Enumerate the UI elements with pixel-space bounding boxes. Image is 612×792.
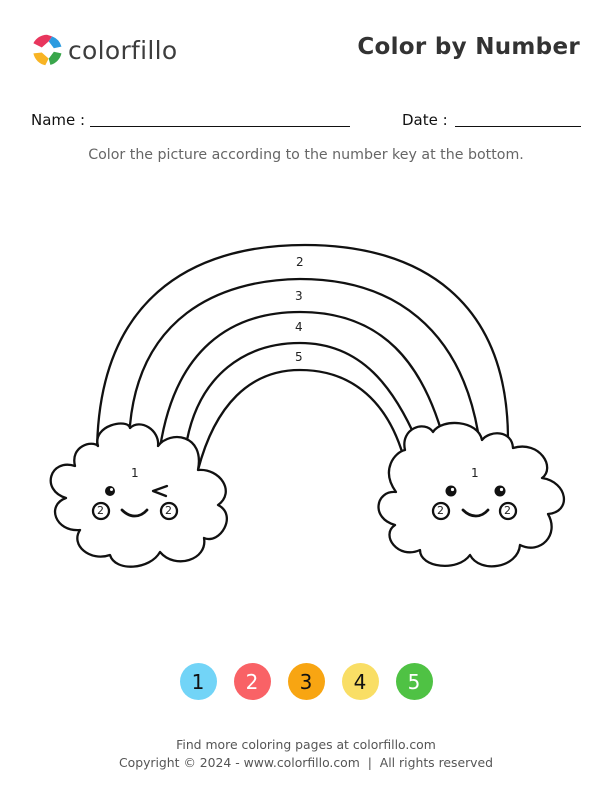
color-key-2: 2 — [234, 663, 271, 700]
cheek-label: 2 — [97, 504, 104, 517]
left-cloud — [51, 424, 227, 567]
band-label: 4 — [295, 320, 303, 334]
color-key — [0, 663, 612, 700]
cloud-label: 1 — [131, 466, 139, 480]
color-key-5: 5 — [396, 663, 433, 700]
cloud-label: 1 — [471, 466, 479, 480]
band-label: 2 — [296, 255, 304, 269]
band-label: 3 — [295, 289, 303, 303]
date-label: Date : — [402, 111, 448, 129]
cheek-label: 2 — [504, 504, 511, 517]
instructions-text: Color the picture according to the number key at the bottom. — [88, 147, 524, 163]
brand-name: colorfillo — [68, 35, 178, 65]
right-cloud-eye-icon — [495, 486, 506, 497]
right-cloud — [379, 423, 564, 566]
left-cloud-eye-icon — [105, 486, 115, 496]
color-key-4: 4 — [342, 663, 379, 700]
page-title: Color by Number — [357, 34, 580, 60]
footer-promo: Find more coloring pages at colorfillo.com — [176, 737, 436, 752]
cheek-label: 2 — [165, 504, 172, 517]
band-label: 5 — [295, 350, 303, 364]
color-key-1: 1 — [180, 663, 217, 700]
right-cloud-eye-icon — [446, 486, 457, 497]
footer-copyright: Copyright © 2024 - www.colorfillo.com | All rights reserved — [118, 755, 494, 770]
color-key-3: 3 — [288, 663, 325, 700]
cheek-label: 2 — [437, 504, 444, 517]
name-label: Name : — [31, 111, 86, 129]
